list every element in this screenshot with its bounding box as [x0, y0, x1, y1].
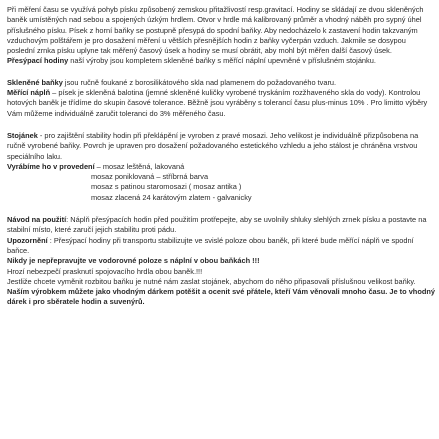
variants-heading: [7, 162, 435, 172]
closing-note: Naším výrobkem můžete jako vhodným dárkem potěšit a ocenit své přátele, kteří Vám věnovali mnoho času. Je to vhodný dárek i pro sběratele hodin a suvenýrů.: [7, 287, 435, 307]
never-warning: Nikdy je nepřepravujte ve vodorovné poloze s náplní v obou baňkách !!!: [7, 256, 260, 266]
danger-note: Hrozí nebezpečí prasknutí spojovacího hrdla obou baněk.!!!: [7, 266, 203, 276]
warning-paragraph: [7, 236, 435, 257]
warning-text: : Přesýpací hodiny při transportu stabilizujte ve svislé poloze obou baněk, při které bude měřící náplň ve spodní baňce.: [7, 235, 414, 255]
variant-item: mosaz poniklovaná – stříbrná barva: [91, 172, 209, 182]
fill-label: Měřící náplň: [7, 88, 51, 98]
stand-text: - pro zajištění stability hodin při překlápění je vyroben z pravé mosazi. Jeho velikost je individuálně přizpůsobena na ručně vyrobené baňky. Povrch je upraven pro dosažení požadovaného estetického vzhledu a jeho stálost je chráněna vrstvou speciálního laku.: [7, 130, 419, 161]
usage-paragraph: [7, 215, 435, 236]
usage-label: Návod na použití: [7, 215, 67, 225]
fill-text: – písek je skleněná balotina (jemné skleněné kuličky vyrobené tryskáním rozžhaveného skla do vody). Kontrolou hotových baněk je třídíme do skupin časové tolerance. Běžně jsou vyráběny s tolerancí času plus-minus 10% . Pro limitto výběry Vám můžeme individuálně zaručit toleranci do 3% měřeného času.: [7, 88, 428, 118]
fill-paragraph: [7, 88, 435, 119]
stand-label: Stojánek: [7, 130, 38, 140]
warning-label: Upozornění: [7, 235, 48, 245]
stand-paragraph: [7, 131, 435, 162]
usage-text: : Náplň přesýpacích hodin před použitím protřepejte, aby se uvolnily shluky slehlých zrnek písku a postavte na stabilní místo, které zaručí jejich stabilitu proti pádu.: [7, 215, 427, 235]
hourglass-paragraph: [7, 56, 435, 66]
flask-label: Skleněné baňky: [7, 77, 63, 87]
flask-text: jsou ručně foukané z borosilikátového skla nad plamenem do požadovaného tvaru.: [62, 77, 337, 87]
hourglass-text: naší výroby jsou kompletem skleněné baňky s měřící náplní upevněné v příslušném stojánku.: [68, 56, 376, 66]
replace-note: Jestliže chcete vyměnit rozbitou baňku je nutné nám zaslat stojánek, abychom do něho připasovali příslušnou velikost baňky.: [7, 276, 416, 286]
intro-paragraph: Při měření času se využívá pohyb písku způsobený zemskou přitažlivostí resp.gravitací. Hodiny se skládají ze dvou skleněných baněk umístěných nad sebou a spojených úzkým hrdlem. Otvor v hrdle má kalibrovaný průměr a vhodný náběh pro sypný úhel příslušného písku. Písek z horní baňky se postupně přesypá do spodní baňky. Aby nedocházelo k zastavení hodin takzvaným vzduchovým polštářem je pro dosažení měření u větších přesnějších hodin z baňky vyčerpán vzduch. Jakmile se dosypou poslední zrnka písku uplyne tak měřený časový úsek a hodiny se musí obrátit, aby mohl být měřen další časový úsek.: [7, 5, 424, 56]
variant-item: mosaz zlacená 24 karátovým zlatem - galvanicky: [91, 192, 252, 202]
variant-item: mosaz s patinou staromosazi ( mosaz antika ): [91, 182, 242, 192]
variants-label: Vyrábíme ho v provedení: [7, 161, 95, 171]
variant-item: mosaz leštěná, lakovaná: [102, 161, 185, 171]
hourglass-label: Přesýpací hodiny: [7, 56, 69, 66]
flask-paragraph: [7, 78, 435, 88]
variants-dash: –: [94, 161, 103, 171]
